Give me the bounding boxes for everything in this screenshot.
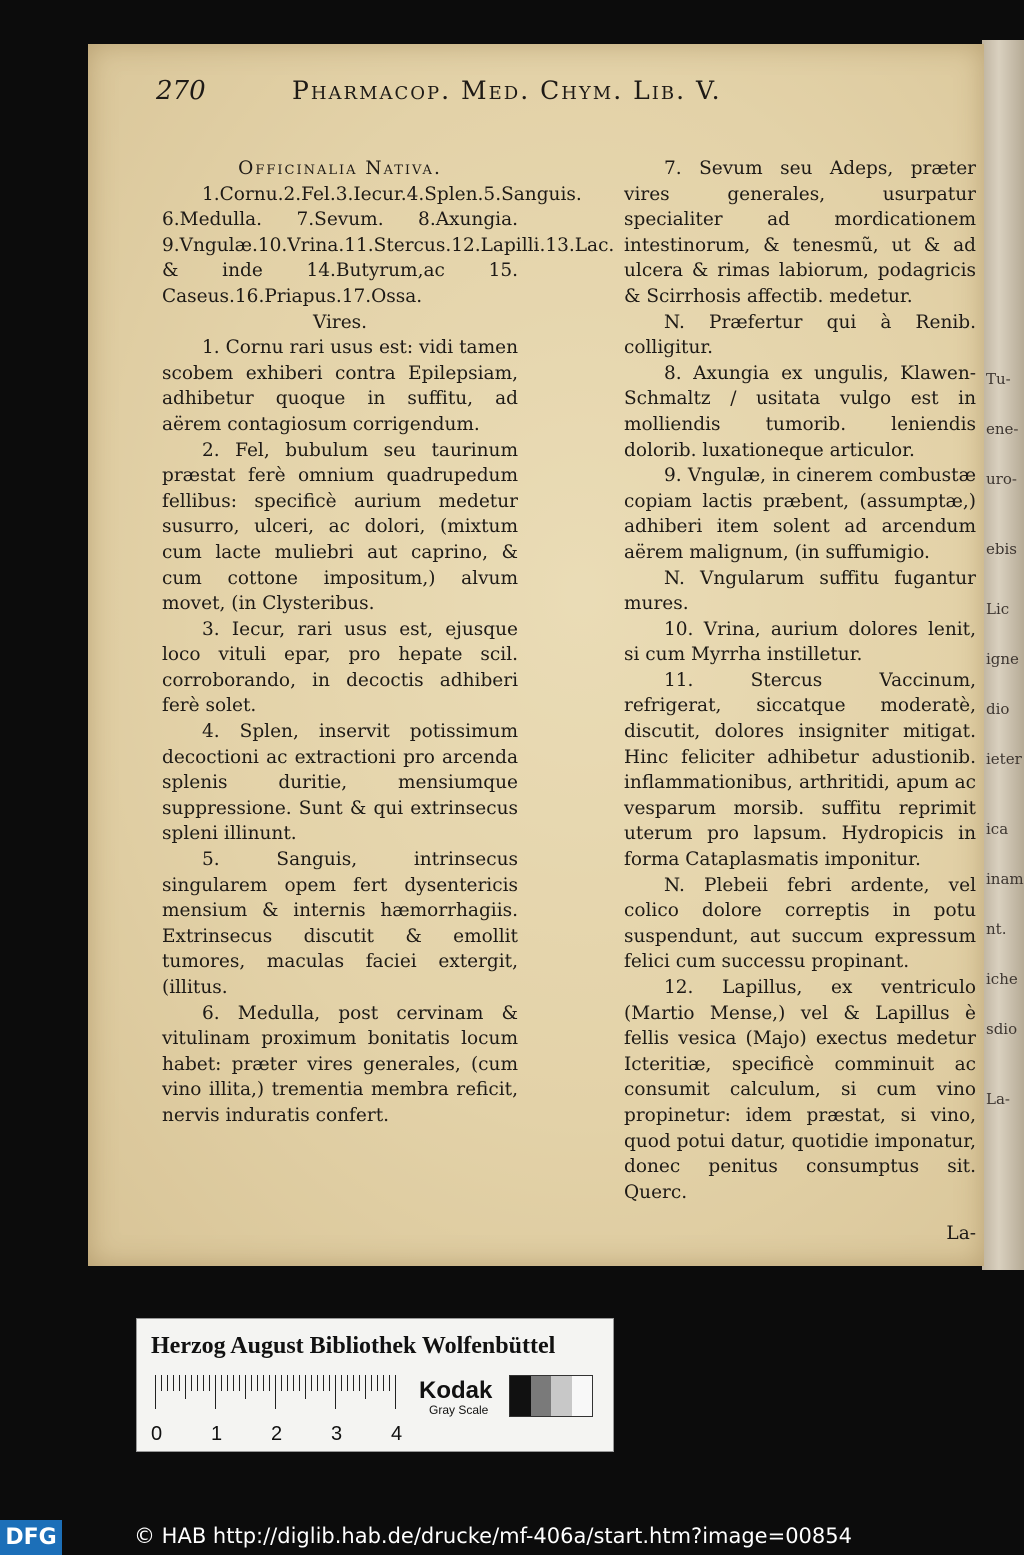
ruler-tick [293, 1375, 294, 1391]
ruler-tick [329, 1375, 330, 1391]
ruler-tick [365, 1375, 366, 1399]
ruler-tick [305, 1375, 306, 1399]
left-column [162, 156, 615, 1129]
ruler-tick [359, 1375, 360, 1391]
folio-number: 270 [156, 76, 206, 106]
ruler-tick [389, 1375, 390, 1391]
ruler-tick [191, 1375, 192, 1391]
ruler-tick [203, 1375, 204, 1391]
kodak-logo: Kodak [419, 1377, 493, 1404]
page-header [156, 76, 776, 110]
entry-paragraph: 11. Stercus Vaccinum, refrigerat, siccatque moderatè, discutit, dolores insigniter mitigat. Hinc feliciter adhibetur adustionib. inflammationibus, arthritidi, apum ac vesparum morsib. suffitu reprimit uterum pro lapsum. Hydropicis in forma Cataplasmatis imponitur. [624, 669, 976, 871]
adjacent-fragment: La- [986, 1090, 1010, 1108]
ruler-tick [239, 1375, 240, 1391]
ruler-tick [161, 1375, 162, 1391]
ruler-tick [275, 1375, 276, 1409]
adjacent-fragment: sdio [986, 1020, 1018, 1038]
ruler-tick [281, 1375, 282, 1391]
gray-swatch [531, 1376, 552, 1416]
ruler-tick [173, 1375, 174, 1391]
gray-scale-label: Gray Scale [429, 1403, 489, 1417]
ruler-label: 3 [331, 1423, 343, 1445]
entry-paragraph: 12. Lapillus, ex ventriculo (Martio Mense,) vel & Lapillus è fellis vesica (Majo) exectus medetur Icteritiæ, specificè comminuit ac consumit calculum, si cum vino propinetur: idem præstat, si vino, quod potui datur, quotidie imponatur, donec penitus consumptus sit. Querc. [624, 977, 976, 1203]
gray-swatch [510, 1376, 531, 1416]
dfg-logo: DFG [0, 1520, 62, 1555]
running-head: Pharmacop. Med. Chym. Lib. V. [292, 76, 722, 105]
gray-scale-strip [509, 1375, 593, 1417]
ruler-tick [227, 1375, 228, 1391]
ruler-tick [197, 1375, 198, 1391]
ruler-label: 0 [151, 1423, 163, 1445]
entry-paragraph: 2. Fel, bubulum seu taurinum præstat ferè omnium quadrupedum fellibus: specificè aurium medetur susurro, ulceri, ac dolori, (mixtum cum lacte muliebri aut caprino, & cum cottone impositum,) alvum movet, (in Clysteribus. [162, 439, 518, 615]
ruler-tick [221, 1375, 222, 1391]
adjacent-fragment: ebis [986, 540, 1017, 558]
ruler-label: 2 [271, 1423, 283, 1445]
library-color-card [136, 1318, 614, 1452]
ruler-tick [251, 1375, 252, 1391]
ruler-tick [209, 1375, 210, 1391]
ruler-tick [185, 1375, 186, 1399]
entry-paragraph: 9. Vngulæ, in cinerem combustæ copiam lactis præbent, (assumptæ,) adhiberi item solent ad arcendum aërem malignum, (in suffumigio. [624, 465, 976, 563]
ruler-tick [179, 1375, 180, 1391]
ruler-tick [383, 1375, 384, 1391]
ruler-tick [269, 1375, 270, 1391]
entry-paragraph: 1. Cornu rari usus est: vidi tamen scobem exhiberi contra Epilepsiam, adhibetur quoque in suffitu, ad aërem contagiosum corrigendum. [162, 337, 518, 435]
section-title: Officinalia Nativa. [238, 158, 442, 179]
adjacent-fragment: ieter [986, 750, 1022, 768]
entry-paragraph: 7. Sevum seu Adeps, præter vires generales, usurpatur specialiter ad mordicationem intestinorum, & tenesmũ, ut & ad ulcera & rimas labiorum, podagricis & Scirrhosis affectib. medetur. [624, 158, 976, 307]
ruler-tick [167, 1375, 168, 1391]
adjacent-fragment: ene- [986, 420, 1019, 438]
nota-paragraph: N. Vngularum suffitu fugantur mures. [624, 567, 976, 615]
ruler-tick [335, 1375, 336, 1409]
entry-paragraph: 3. Iecur, rari usus est, ejusque loco vituli epar, pro hepate scil. corroborando, in decoctis adhiberi ferè solet. [162, 618, 518, 717]
ruler-tick [317, 1375, 318, 1391]
ingredient-list: 1.Cornu.2.Fel.3.Iecur.4.Splen.5.Sanguis. 6.Medulla. 7.Sevum. 8.Axungia. 9.Vngulæ.10.Vrina.11.Stercus.12.Lapilli.13.Lac. & inde 14.Butyrum,ac 15. Caseus.16.Priapus.17.Ossa. [162, 183, 615, 307]
ruler-tick [299, 1375, 300, 1391]
ruler-tick [377, 1375, 378, 1391]
adjacent-fragment: inam [986, 870, 1024, 888]
subsection-title: Vires. [312, 311, 368, 333]
adjacent-fragment: ica [986, 820, 1009, 838]
ruler-tick [371, 1375, 372, 1391]
ruler-tick [257, 1375, 258, 1391]
ruler-tick [353, 1375, 354, 1391]
adjacent-fragment: Tu- [986, 370, 1011, 388]
gray-swatch [572, 1376, 593, 1416]
ruler-tick [395, 1375, 396, 1409]
copyright-credit: © HAB http://diglib.hab.de/drucke/mf-406a/start.htm?image=00854 [134, 1524, 852, 1548]
ruler-tick [311, 1375, 312, 1391]
entry-paragraph: 6. Medulla, post cervinam & vitulinam proximum bonitatis locum habet: præter vires generales, (cum vino illita,) trementia membra reficit, nervis induratis confert. [162, 1002, 518, 1126]
cm-ruler [151, 1375, 403, 1445]
adjacent-fragment: uro- [986, 470, 1017, 488]
adjacent-fragment: dio [986, 700, 1010, 718]
entry-paragraph: 8. Axungia ex ungulis, Klawen-Schmaltz / usitata vulgo est in molliendis tumorib. leniendis dolorib. luxationeque articulor. [624, 362, 976, 461]
adjacent-fragment: nt. [986, 920, 1007, 938]
ruler-tick [155, 1375, 156, 1409]
catchword: La- [946, 1223, 976, 1245]
right-column [624, 156, 976, 1247]
entry-paragraph: 4. Splen, inservit potissimum decoctioni ac extractioni pro arcenda splenis duritie, mensiumque suppressione. Sunt & qui extrinsecus spleni illinunt. [162, 721, 518, 845]
ruler-label: 1 [211, 1423, 223, 1445]
ruler-tick [263, 1375, 264, 1391]
adjacent-fragment: Lic [986, 600, 1010, 618]
library-name: Herzog August Bibliothek Wolfenbüttel [151, 1333, 556, 1359]
entry-paragraph: 10. Vrina, aurium dolores lenit, si cum Myrrha instilletur. [624, 618, 976, 666]
gray-swatch [551, 1376, 572, 1416]
ruler-tick [341, 1375, 342, 1391]
ruler-label: 4 [391, 1423, 403, 1445]
ruler-tick [233, 1375, 234, 1391]
ruler-tick [215, 1375, 216, 1409]
entry-paragraph: 5. Sanguis, intrinsecus singularem opem fert dysentericis mensium & internis hæmorrhagiis. Extrinsecus discutit & emollit tumores, maculas faciei extergit, (illitus. [162, 849, 518, 998]
ruler-tick [323, 1375, 324, 1391]
nota-paragraph: N. Præfertur qui à Renib. colligitur. [624, 311, 976, 359]
adjacent-fragment: igne [986, 650, 1019, 668]
nota-paragraph: N. Plebeii febri ardente, vel colico dolore correptis in potu suspendunt, aut succum expressum felici cum successu propinant. [624, 874, 976, 973]
ruler-tick [287, 1375, 288, 1391]
ruler-tick [347, 1375, 348, 1391]
ruler-tick [245, 1375, 246, 1399]
adjacent-page-edge [982, 40, 1024, 1270]
adjacent-fragment: iche [986, 970, 1018, 988]
